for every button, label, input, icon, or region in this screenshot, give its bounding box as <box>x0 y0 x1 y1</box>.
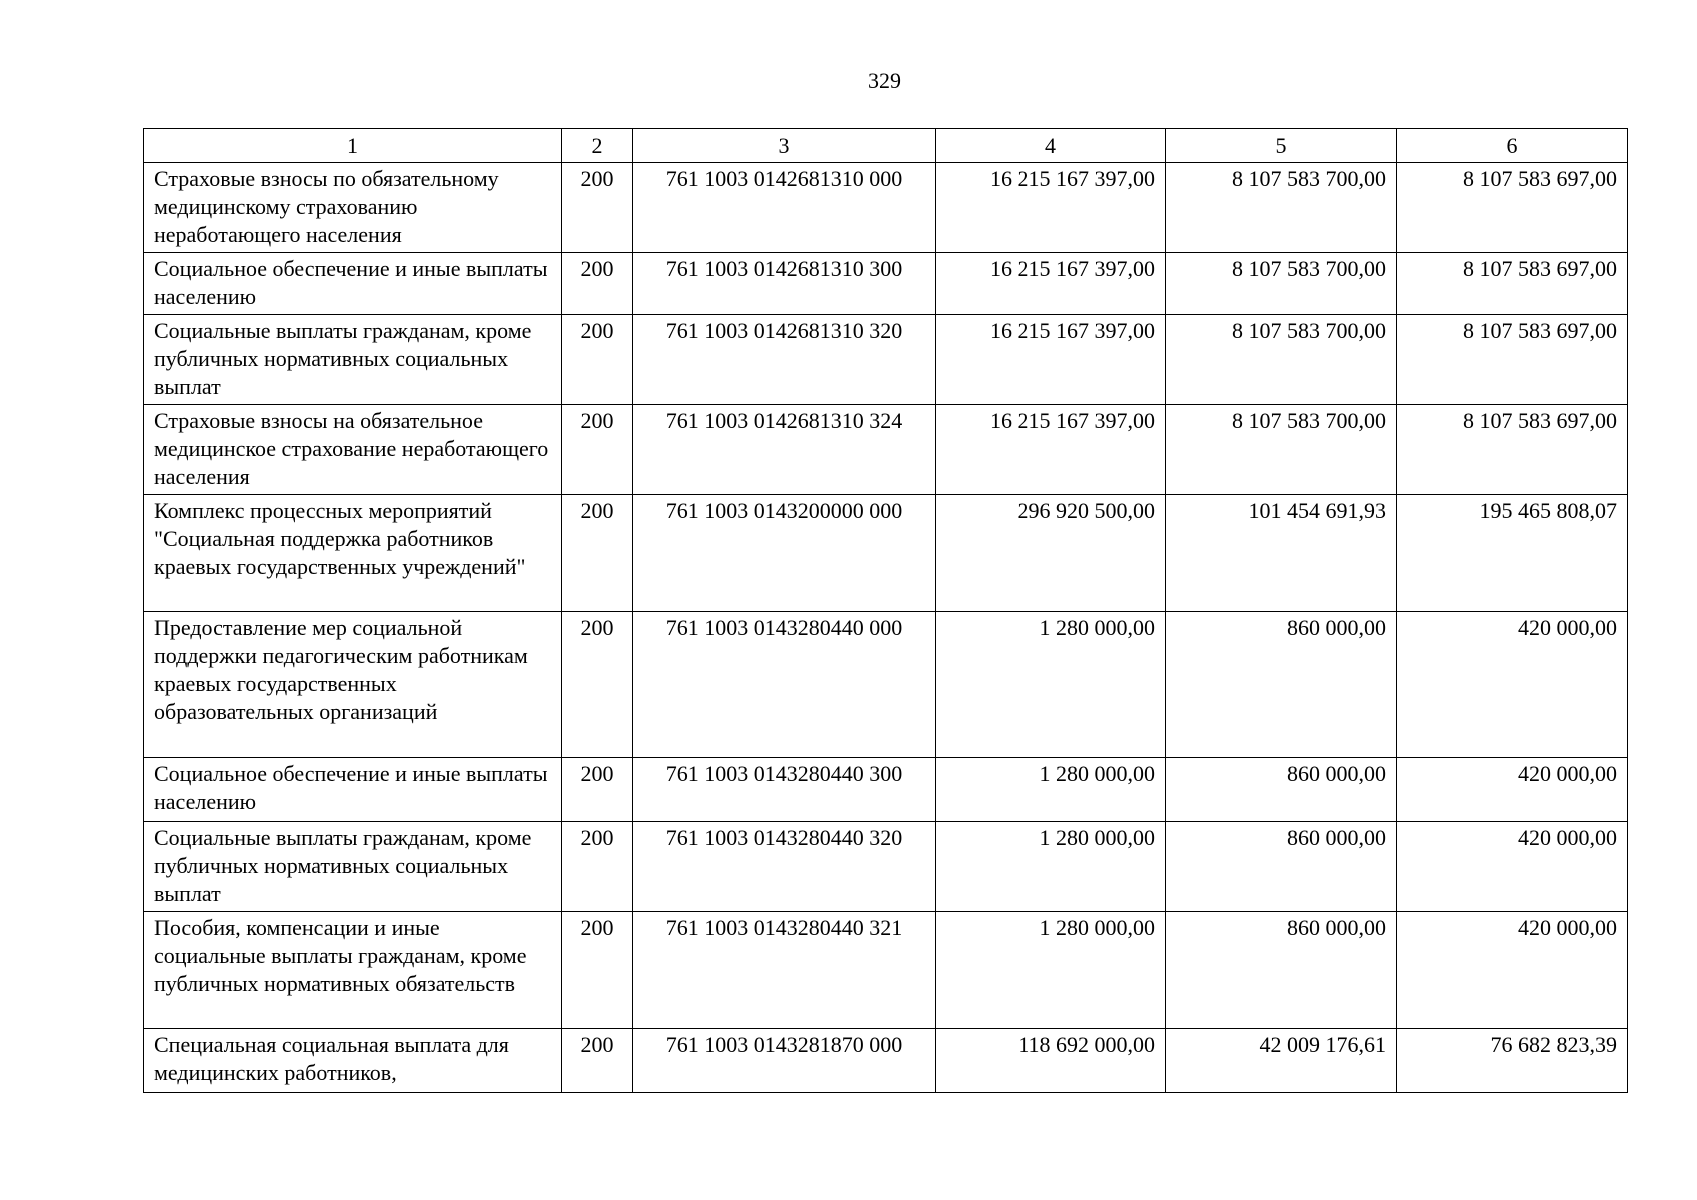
row-col2: 200 <box>562 1029 633 1093</box>
row-col2: 200 <box>562 912 633 1029</box>
row-value-5: 101 454 691,93 <box>1166 495 1397 612</box>
header-row <box>144 129 1628 163</box>
row-value-6: 420 000,00 <box>1397 822 1628 912</box>
row-code: 761 1003 0143280440 320 <box>633 822 936 912</box>
row-col2: 200 <box>562 315 633 405</box>
row-value-4: 118 692 000,00 <box>936 1029 1166 1093</box>
row-value-6: 420 000,00 <box>1397 612 1628 758</box>
row-col2: 200 <box>562 253 633 315</box>
row-name: Социальные выплаты гражданам, кроме публичных нормативных социальных выплат <box>144 822 562 912</box>
row-code: 761 1003 0143281870 000 <box>633 1029 936 1093</box>
table-row <box>144 405 1628 495</box>
row-value-6: 8 107 583 697,00 <box>1397 253 1628 315</box>
table-row <box>144 822 1628 912</box>
row-value-4: 296 920 500,00 <box>936 495 1166 612</box>
row-value-6: 420 000,00 <box>1397 912 1628 1029</box>
table-row <box>144 1029 1628 1093</box>
row-name: Пособия, компенсации и иные социальные выплаты гражданам, кроме публичных нормативных обязательств <box>144 912 562 1029</box>
row-value-6: 8 107 583 697,00 <box>1397 315 1628 405</box>
page-number: 329 <box>868 68 901 93</box>
row-value-5: 860 000,00 <box>1166 822 1397 912</box>
row-name: Комплекс процессных мероприятий "Социальная поддержка работников краевых государственных учреждений" <box>144 495 562 612</box>
table-row <box>144 315 1628 405</box>
row-name: Страховые взносы на обязательное медицинское страхование неработающего населения <box>144 405 562 495</box>
header-col-5: 5 <box>1166 129 1397 163</box>
row-col2: 200 <box>562 163 633 253</box>
row-value-4: 1 280 000,00 <box>936 612 1166 758</box>
row-value-6: 76 682 823,39 <box>1397 1029 1628 1093</box>
row-code: 761 1003 0143200000 000 <box>633 495 936 612</box>
row-code: 761 1003 0142681310 324 <box>633 405 936 495</box>
row-col2: 200 <box>562 405 633 495</box>
row-value-6: 195 465 808,07 <box>1397 495 1628 612</box>
table-row <box>144 758 1628 822</box>
row-code: 761 1003 0143280440 321 <box>633 912 936 1029</box>
header-col-3: 3 <box>633 129 936 163</box>
table-row <box>144 163 1628 253</box>
row-name: Социальное обеспечение и иные выплаты населению <box>144 758 562 822</box>
header-col-2: 2 <box>562 129 633 163</box>
header-col-6: 6 <box>1397 129 1628 163</box>
row-code: 761 1003 0143280440 300 <box>633 758 936 822</box>
row-name: Страховые взносы по обязательному медицинскому страхованию неработающего населения <box>144 163 562 253</box>
row-col2: 200 <box>562 495 633 612</box>
row-value-5: 860 000,00 <box>1166 912 1397 1029</box>
row-name: Социальные выплаты гражданам, кроме публичных нормативных социальных выплат <box>144 315 562 405</box>
row-code: 761 1003 0143280440 000 <box>633 612 936 758</box>
row-name: Предоставление мер социальной поддержки педагогическим работникам краевых государственных образовательных организаций <box>144 612 562 758</box>
row-value-5: 8 107 583 700,00 <box>1166 253 1397 315</box>
table-header <box>144 129 1628 163</box>
row-value-4: 16 215 167 397,00 <box>936 163 1166 253</box>
budget-table <box>143 128 1628 1093</box>
table-row <box>144 612 1628 758</box>
header-col-4: 4 <box>936 129 1166 163</box>
row-code: 761 1003 0142681310 000 <box>633 163 936 253</box>
row-value-4: 1 280 000,00 <box>936 912 1166 1029</box>
row-value-6: 8 107 583 697,00 <box>1397 163 1628 253</box>
row-col2: 200 <box>562 758 633 822</box>
row-col2: 200 <box>562 822 633 912</box>
header-col-1: 1 <box>144 129 562 163</box>
row-value-5: 860 000,00 <box>1166 758 1397 822</box>
row-value-5: 42 009 176,61 <box>1166 1029 1397 1093</box>
row-value-4: 16 215 167 397,00 <box>936 253 1166 315</box>
row-value-4: 1 280 000,00 <box>936 758 1166 822</box>
row-name: Социальное обеспечение и иные выплаты населению <box>144 253 562 315</box>
row-value-5: 8 107 583 700,00 <box>1166 315 1397 405</box>
row-value-4: 16 215 167 397,00 <box>936 405 1166 495</box>
row-col2: 200 <box>562 612 633 758</box>
row-value-4: 16 215 167 397,00 <box>936 315 1166 405</box>
row-value-5: 860 000,00 <box>1166 612 1397 758</box>
row-value-6: 420 000,00 <box>1397 758 1628 822</box>
table-row <box>144 253 1628 315</box>
row-value-5: 8 107 583 700,00 <box>1166 163 1397 253</box>
row-name: Специальная социальная выплата для медицинских работников, <box>144 1029 562 1093</box>
row-value-6: 8 107 583 697,00 <box>1397 405 1628 495</box>
row-code: 761 1003 0142681310 300 <box>633 253 936 315</box>
table-row <box>144 912 1628 1029</box>
row-value-5: 8 107 583 700,00 <box>1166 405 1397 495</box>
table-body <box>144 163 1628 1093</box>
table-row <box>144 495 1628 612</box>
row-value-4: 1 280 000,00 <box>936 822 1166 912</box>
row-code: 761 1003 0142681310 320 <box>633 315 936 405</box>
